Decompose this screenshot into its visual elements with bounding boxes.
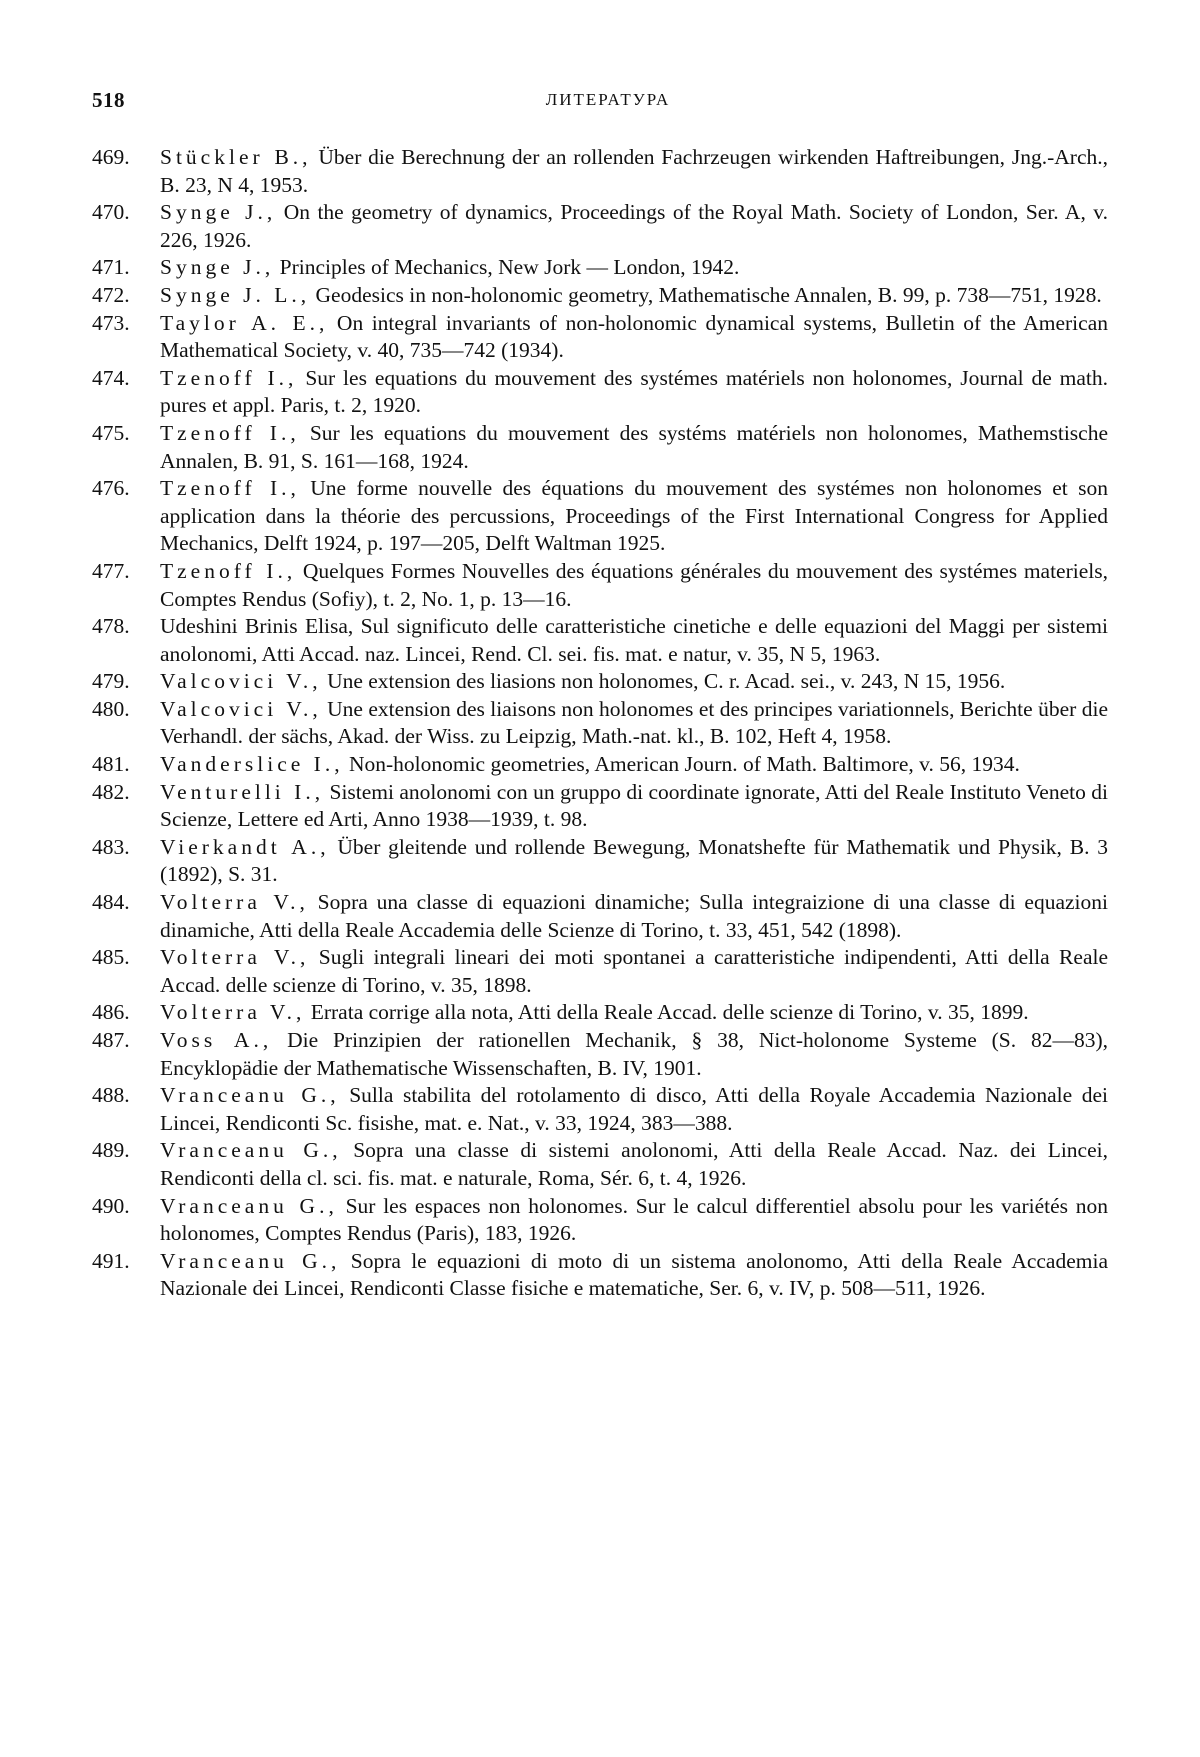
reference-number: 480. xyxy=(92,696,130,721)
reference-author: Synge J. L., xyxy=(160,282,311,307)
reference-author: Tzenoff I., xyxy=(160,420,300,445)
reference-text: Sugli integrali lineari dei moti spontanei a caratteristiche indipendenti, Atti della Reale Accad. delle scienze di Torino, v. 35, 1898. xyxy=(160,945,1109,997)
reference-author: Stückler B., xyxy=(160,145,312,169)
reference-author: Vranceanu G., xyxy=(160,1083,340,1108)
reference-text: On the geometry of dynamics, Proceedings of the Royal Math. Society of London, Ser. A, v. 226, 1926. xyxy=(160,200,1108,252)
reference-entry xyxy=(92,1193,1108,1248)
reference-author: Volterra V., xyxy=(160,945,310,970)
reference-number: 475. xyxy=(92,420,130,445)
reference-number: 472. xyxy=(92,282,130,307)
reference-entry xyxy=(92,999,1108,1027)
reference-author: Voss A., xyxy=(160,1028,273,1052)
reference-entry xyxy=(92,558,1108,613)
reference-text: Sulla stabilita del rotolamento di disco, Atti della Royale Accademia Nazionale dei Lincei, Rendiconti Sc. fisishe, mat. e. Nat., v. 33, 1924, 383—388. xyxy=(160,1083,1109,1135)
reference-entry xyxy=(92,310,1108,365)
reference-author: Synge J., xyxy=(160,200,277,225)
reference-entry xyxy=(92,254,1108,282)
reference-entry xyxy=(92,282,1108,310)
reference-author: Valcovici V., xyxy=(160,696,322,721)
reference-author: Vranceanu G., xyxy=(160,1248,341,1273)
reference-author: Valcovici V., xyxy=(160,669,322,694)
reference-author: Taylor A. E., xyxy=(160,310,329,335)
reference-text: Une extension des liaisons non holonomes et des principes variationnels, Berichte über die Verhandl. der sächs, Akad. der Wiss. zu Leipzig, Math.-nat. kl., B. 102, Heft 4, 1958. xyxy=(160,696,1108,749)
reference-author: Venturelli I., xyxy=(160,779,325,804)
reference-number: 478. xyxy=(92,614,130,639)
reference-text: Sopra le equazioni di moto di un sistema anolonomo, Atti della Reale Accademia Nazionale dei Lincei, Rendiconti Classe fisiche e matematiche, Ser. 6, v. IV, p. 508—511, 1926. xyxy=(160,1248,1109,1301)
page-number: 518 xyxy=(92,88,125,112)
reference-text: Non-holonomic geometries, American Journ. of Math. Baltimore, v. 56, 1934. xyxy=(343,752,1020,777)
reference-number: 473. xyxy=(92,310,130,335)
reference-text: Sur les equations du mouvement des systéms matériels non holonomes, Mathemstische Annalen, B. 91, S. 161—168, 1924. xyxy=(160,420,1108,473)
reference-text: Udeshini Brinis Elisa, Sul significuto delle caratteristiche cinetiche e delle equazioni del Maggi per sistemi anolonomi, Atti Accad. naz. Lincei, Rend. Cl. sei. fis. mat. e natur, v. 35, N 5, 1963. xyxy=(160,614,1108,666)
reference-number: 474. xyxy=(92,365,130,390)
reference-entry xyxy=(92,779,1108,834)
reference-entry xyxy=(92,1027,1108,1082)
reference-number: 469. xyxy=(92,145,130,169)
reference-author: Volterra V., xyxy=(160,1000,306,1025)
running-title: ЛИТЕРАТУРА xyxy=(545,90,671,109)
reference-text: Sur les equations du mouvement des systémes matériels non holonomes, Journal de math. pures et appl. Paris, t. 2, 1920. xyxy=(160,365,1108,418)
reference-entry xyxy=(92,365,1108,420)
reference-text: Errata corrige alla nota, Atti della Reale Accad. delle scienze di Torino, v. 35, 1899. xyxy=(305,1000,1029,1025)
reference-author: Tzenoff I., xyxy=(160,558,297,583)
reference-author: Volterra V., xyxy=(160,890,309,915)
reference-text: Sistemi anolonomi con un gruppo di coordinate ignorate, Atti del Reale Instituto Veneto di Scienze, Lettere ed Arti, Anno 1938—1939, t. 98. xyxy=(160,779,1108,832)
reference-author: Vranceanu G., xyxy=(160,1193,338,1218)
reference-entry xyxy=(92,1137,1108,1192)
reference-text: Une extension des liasions non holonomes, C. r. Acad. sei., v. 243, N 15, 1956. xyxy=(321,669,1006,694)
reference-list xyxy=(92,144,1108,1303)
reference-number: 477. xyxy=(92,558,130,583)
reference-number: 486. xyxy=(92,1000,130,1025)
reference-number: 484. xyxy=(92,890,130,915)
reference-text: Sur les espaces non holonomes. Sur le calcul differentiel absolu pour les variétés non holonomes, Comptes Rendus (Paris), 183, 1926. xyxy=(160,1193,1109,1246)
reference-text: Über gleitende und rollende Bewegung, Monatshefte für Mathematik und Physik, B. 3 (1892), S. 31. xyxy=(160,834,1108,887)
reference-number: 491. xyxy=(92,1248,130,1273)
reference-author: Vranceanu G., xyxy=(160,1138,342,1163)
reference-author: Tzenoff I., xyxy=(160,365,298,390)
page-header xyxy=(92,88,1108,116)
reference-author: Vierkandt A., xyxy=(160,834,330,859)
reference-number: 483. xyxy=(92,834,130,859)
reference-entry xyxy=(92,668,1108,696)
reference-entry xyxy=(92,199,1108,254)
reference-number: 489. xyxy=(92,1138,130,1163)
reference-number: 485. xyxy=(92,945,130,970)
reference-number: 482. xyxy=(92,779,130,804)
reference-entry xyxy=(92,889,1108,944)
reference-text: Über die Berechnung der an rollenden Fachrzeugen wirkenden Haftreibungen, Jng.-Arch., B. 23, N 4, 1953. xyxy=(160,145,1108,197)
reference-entry xyxy=(92,944,1108,999)
reference-entry xyxy=(92,696,1108,751)
reference-author: Synge J., xyxy=(160,255,275,280)
reference-text: Geodesics in non-holonomic geometry, Mathematische Annalen, B. 99, p. 738—751, 1928. xyxy=(310,282,1102,307)
reference-entry xyxy=(92,751,1108,779)
reference-text: Sopra una classe di equazioni dinamiche; Sulla integraizione di una classe di equazioni dinamiche, Atti della Reale Accademia delle Scienze di Torino, t. 33, 451, 542 (1898). xyxy=(160,890,1108,942)
reference-author: Tzenoff I., xyxy=(160,476,300,501)
reference-text: Sopra una classe di sistemi anolonomi, Atti della Reale Accad. Naz. dei Lincei, Rendiconti della cl. sci. fis. mat. e naturale, Roma, Sér. 6, t. 4, 1926. xyxy=(160,1138,1108,1190)
reference-author: Vanderslice I., xyxy=(160,752,344,777)
reference-text: Die Prinzipien der rationellen Mechanik, § 38, Nict-holonome Systeme (S. 82—83), Encyklopädie der Mathematische Wissenschaften, B. IV, 1901. xyxy=(160,1028,1108,1080)
reference-text: Une forme nouvelle des équations du mouvement des systémes non holonomes et son application dans la théorie des percussions, Proceedings of the First International Congress for Applied Mechanics, Delft 1924, p. 197—205, Delft Waltman 1925. xyxy=(160,476,1108,556)
reference-entry xyxy=(92,613,1108,668)
reference-entry xyxy=(92,475,1108,558)
reference-entry xyxy=(92,1082,1108,1137)
reference-number: 471. xyxy=(92,255,130,280)
reference-entry xyxy=(92,1248,1108,1303)
reference-entry xyxy=(92,834,1108,889)
reference-number: 487. xyxy=(92,1028,130,1052)
reference-text: Principles of Mechanics, New Jork — London, 1942. xyxy=(274,255,740,280)
reference-entry xyxy=(92,144,1108,199)
reference-text: On integral invariants of non-holonomic dynamical systems, Bulletin of the American Mathematical Society, v. 40, 735—742 (1934). xyxy=(160,310,1108,363)
reference-entry xyxy=(92,420,1108,475)
reference-text: Quelques Formes Nouvelles des équations générales du mouvement des systémes materiels, Comptes Rendus (Sofiy), t. 2, No. 1, p. 13—16. xyxy=(160,558,1108,611)
reference-number: 476. xyxy=(92,476,130,501)
reference-number: 490. xyxy=(92,1193,130,1218)
reference-number: 470. xyxy=(92,200,130,225)
reference-number: 481. xyxy=(92,752,130,777)
reference-number: 479. xyxy=(92,669,130,694)
reference-number: 488. xyxy=(92,1083,130,1108)
